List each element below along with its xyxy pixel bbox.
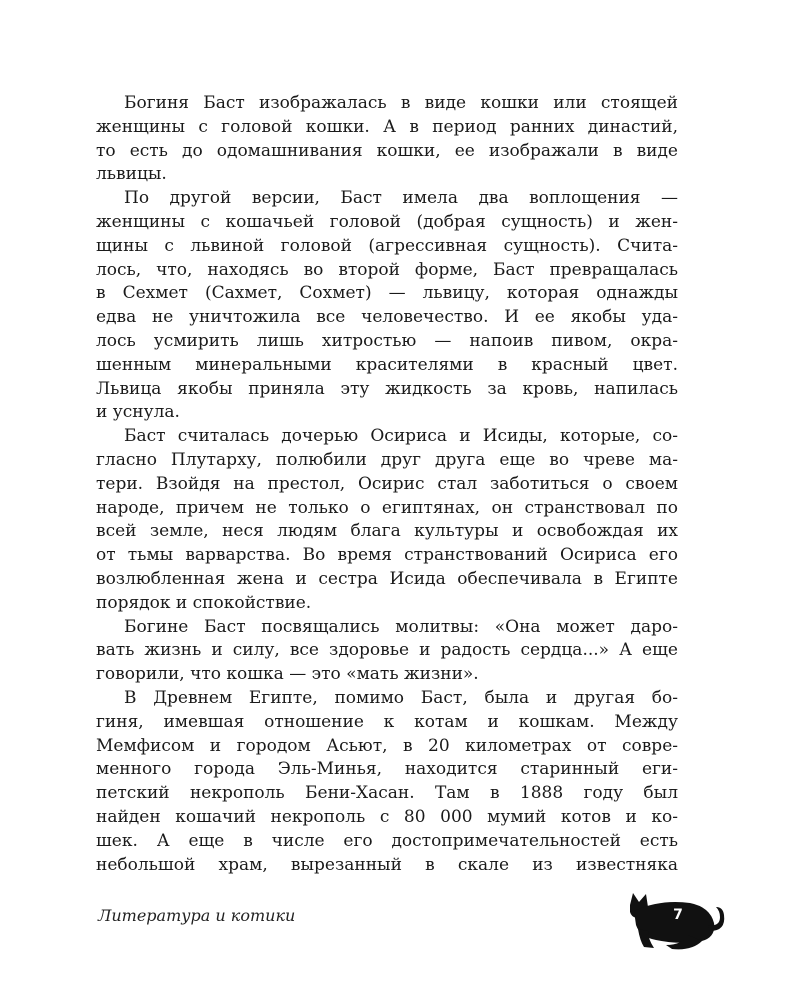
text-line: всей земле, неся людям блага культуры и освобождая их xyxy=(96,521,678,542)
text-line: говорили, что кошка — это «мать жизни». xyxy=(96,664,479,685)
text-line: едва не уничтожила все человечество. И ее якобы уда- xyxy=(96,307,678,328)
text-line: и уснула. xyxy=(96,402,180,423)
text-line: лось усмирить лишь хитростью — напоив пивом, окра- xyxy=(96,330,678,351)
text-line: найден кошачий некрополь с 80 000 мумий котов и ко- xyxy=(96,806,678,827)
running-title: Литература и котики xyxy=(98,906,296,925)
text-line: лось, что, находясь во второй форме, Баст превращалась xyxy=(96,259,678,280)
text-line: шенным минеральными красителями в красный цвет. xyxy=(96,354,678,375)
text-line: гласно Плутарху, полюбили друг друга еще во чреве ма- xyxy=(96,449,678,470)
text-line: в Сехмет (Сахмет, Сохмет) — львицу, которая однажды xyxy=(96,283,678,304)
paragraph xyxy=(96,92,678,187)
text-line: Баст считалась дочерью Осириса и Исиды, которые, со- xyxy=(124,426,678,447)
text-line: женщины с головой кошки. А в период ранних династий, xyxy=(96,116,678,137)
text-line: возлюбленная жена и сестра Исида обеспечивала в Египте xyxy=(96,568,678,589)
paragraph xyxy=(96,187,678,425)
text-line: Мемфисом и городом Асьют, в 20 километрах от совре- xyxy=(96,735,678,756)
text-line: вать жизнь и силу, все здоровье и радость сердца...» А еще xyxy=(96,640,678,661)
text-line: Богиня Баст изображалась в виде кошки или стоящей xyxy=(124,93,678,113)
page-number: 7 xyxy=(673,907,683,923)
text-line: львицы. xyxy=(96,164,167,185)
paragraph xyxy=(96,425,678,615)
page-body xyxy=(96,92,678,877)
text-line: По другой версии, Баст имела два воплощения — xyxy=(124,188,678,209)
text-line: щины с львиной головой (агрессивная сущность). Счита- xyxy=(96,235,678,256)
text-line: менного города Эль-Минья, находится старинный еги- xyxy=(96,759,678,780)
text-line: гиня, имевшая отношение к котам и кошкам. Между xyxy=(96,711,678,732)
text-line: порядок и спокойствие. xyxy=(96,592,312,613)
text-line: петский некрополь Бени-Хасан. Там в 1888 году был xyxy=(96,783,678,804)
text-line: народе, причем не только о египтянах, он странствовал по xyxy=(96,497,678,518)
paragraph xyxy=(96,687,678,877)
paragraph xyxy=(96,616,678,687)
text-line: женщины с кошачьей головой (добрая сущность) и жен- xyxy=(96,211,678,232)
text-line: небольшой храм, вырезанный в скале из известняка xyxy=(96,854,678,875)
text-line: шек. А еще в числе его достопримечательностей есть xyxy=(96,830,678,851)
text-line: В Древнем Египте, помимо Баст, была и другая бо- xyxy=(124,687,678,708)
text-line: Львица якобы приняла эту жидкость за кровь, напилась xyxy=(96,378,678,399)
text-line: тери. Взойдя на престол, Осирис стал заботиться о своем xyxy=(96,473,678,494)
text-line: то есть до одомашнивания кошки, ее изображали в виде xyxy=(96,140,678,161)
text-line: от тьмы варварства. Во время странствований Осириса его xyxy=(96,545,678,566)
text-line: Богине Баст посвящались молитвы: «Она может даро- xyxy=(124,616,678,637)
